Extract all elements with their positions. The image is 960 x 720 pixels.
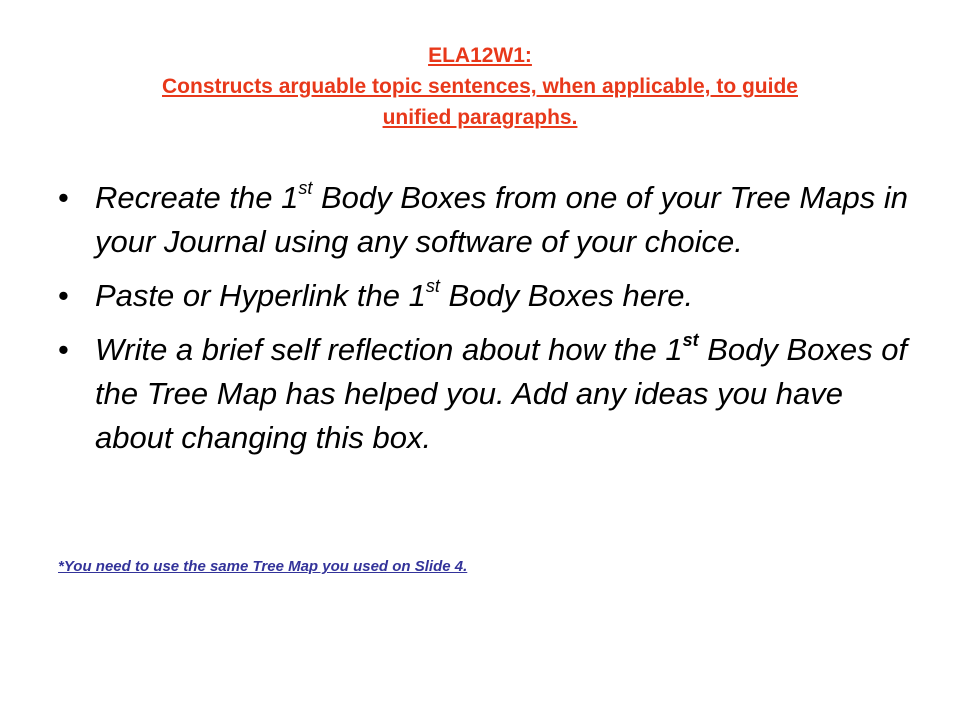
bullet-point-icon: •	[58, 332, 69, 367]
bullet-text-start: Recreate the 1	[95, 180, 299, 215]
bullet-point-icon: •	[58, 180, 69, 215]
bullet-item-recreate	[58, 176, 908, 264]
ordinal-superscript: st	[682, 329, 699, 350]
slide-title	[40, 40, 920, 133]
slide-reference-note-link[interactable]: *You need to use the same Tree Map you used on Slide 4.	[58, 558, 468, 575]
bullet-item-reflection	[58, 328, 908, 460]
bullet-text-end: Body Boxes here.	[439, 278, 694, 313]
bullet-text-start: Paste or Hyperlink the 1	[95, 278, 426, 313]
bullet-item-paste	[58, 274, 908, 318]
bullet-text-end: Body Boxes of the Tree Map has helped you. Add any ideas you have about changing this box.	[95, 332, 908, 455]
bullet-text-start: Write a brief self reflection about how the 1	[95, 332, 683, 367]
bullet-list	[58, 176, 908, 470]
ordinal-superscript: st	[425, 275, 440, 296]
title-line-standard-code: ELA12W1:	[428, 44, 532, 67]
title-line-description: Constructs arguable topic sentences, when applicable, to guide	[162, 75, 798, 98]
bullet-text-end: Body Boxes from one of your Tree Maps in your Journal using any software of your choice.	[95, 180, 908, 259]
ordinal-superscript: st	[298, 177, 313, 198]
bullet-point-icon: •	[58, 278, 69, 313]
title-line-description-continued: unified paragraphs.	[382, 106, 578, 129]
